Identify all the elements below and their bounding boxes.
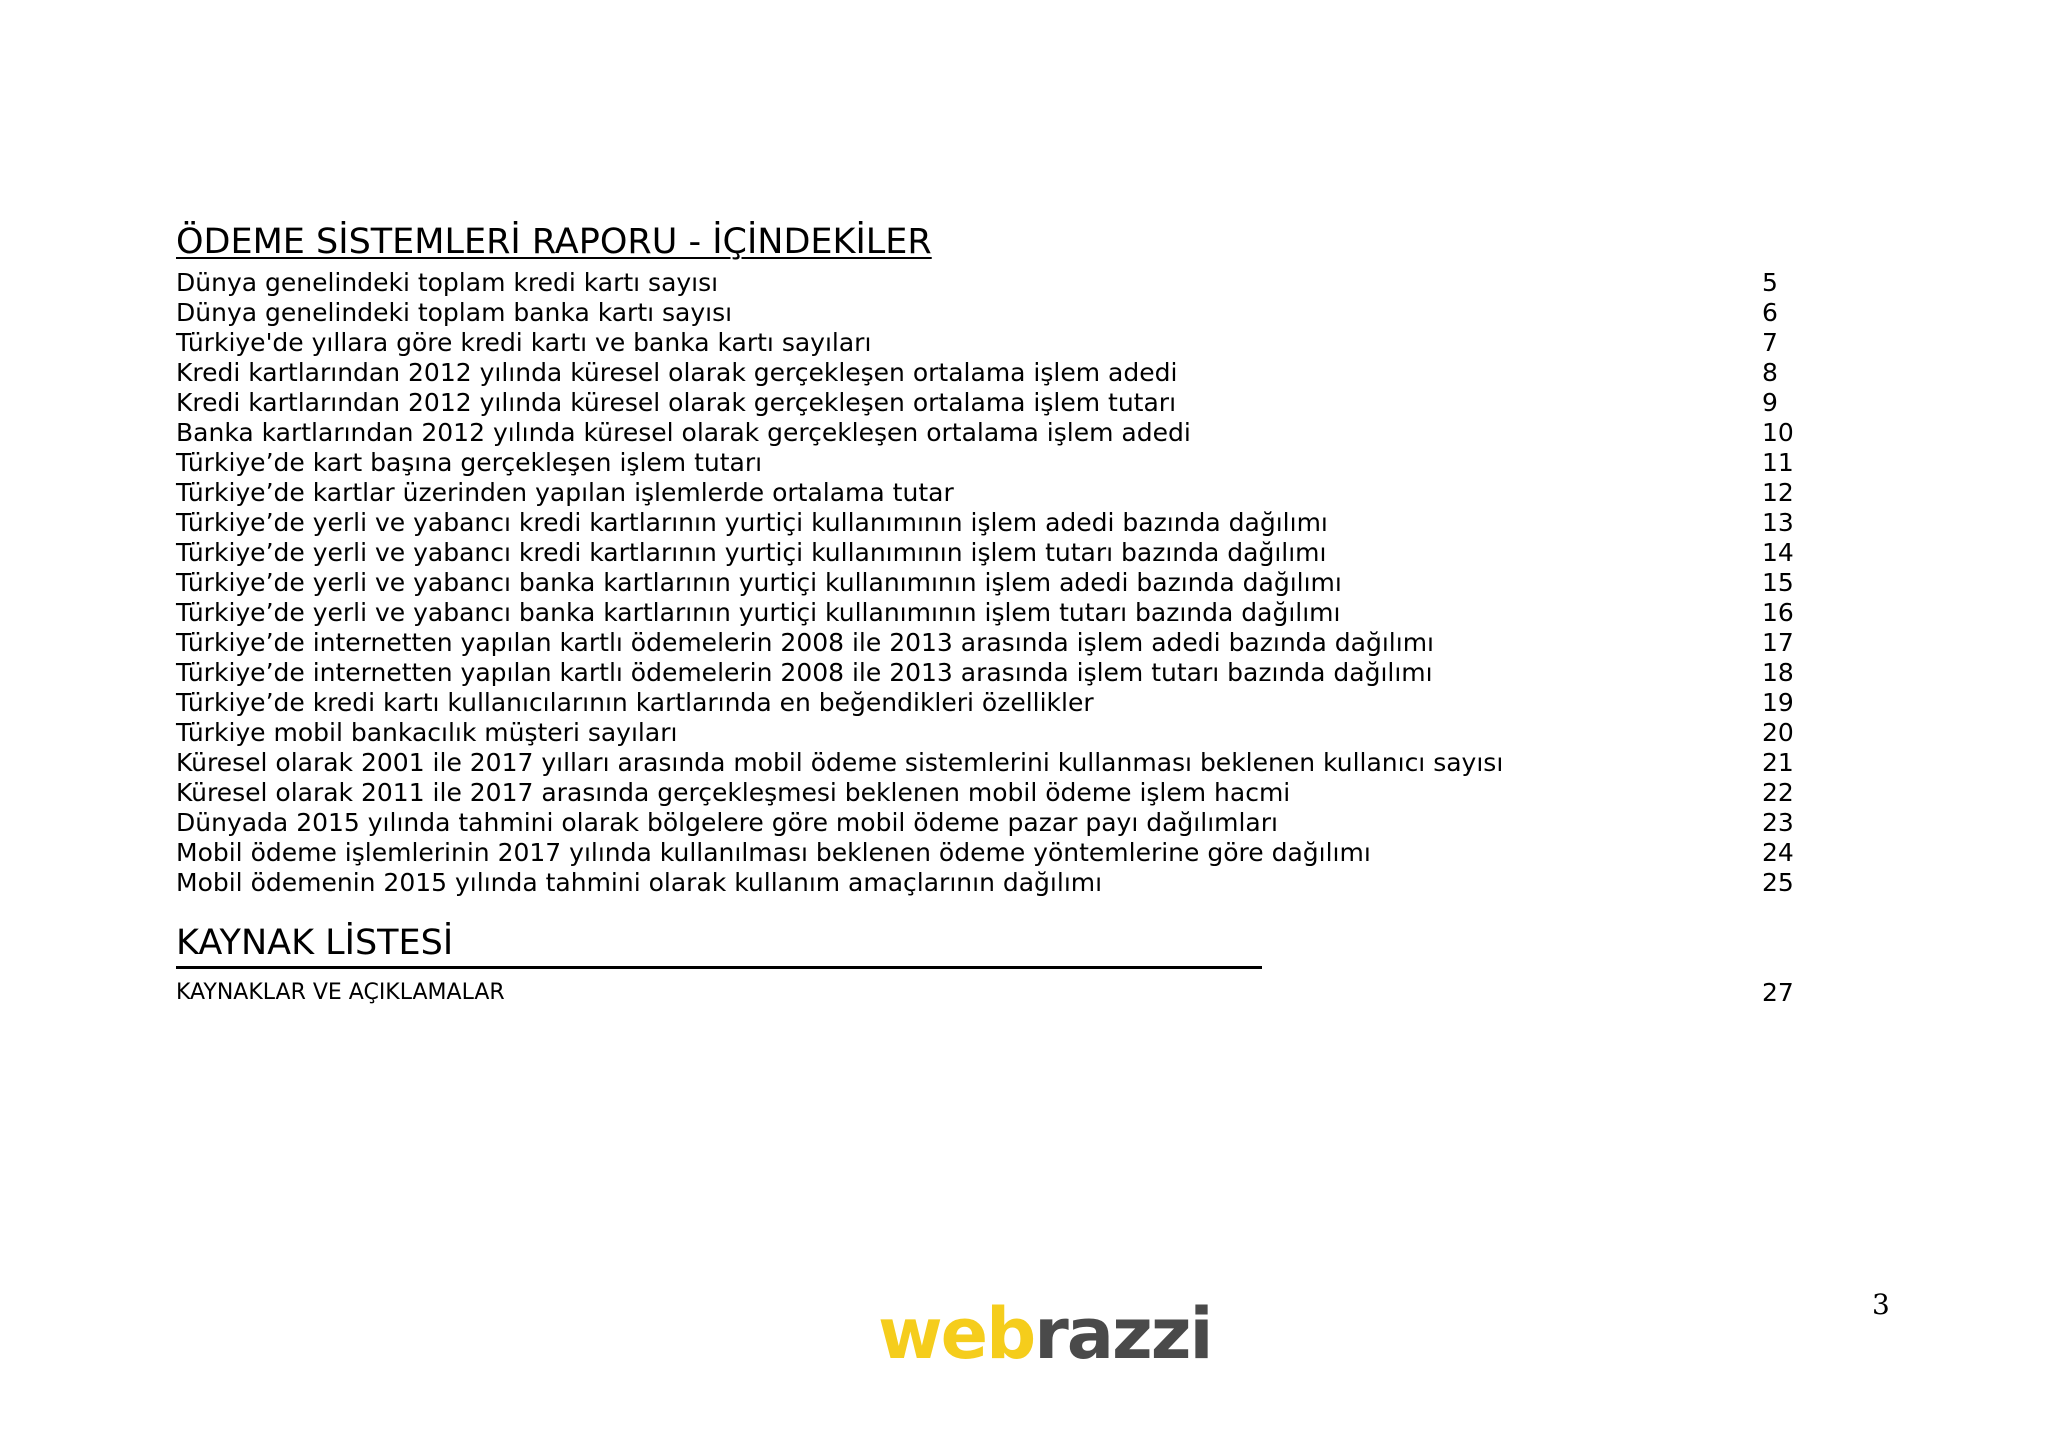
toc-entry-label: Banka kartlarından 2012 yılında küresel olarak gerçekleşen ortalama işlem adedi	[176, 418, 1191, 447]
toc-entry-page: 21	[1762, 748, 1794, 777]
toc-entry-label: Türkiye’de yerli ve yabancı banka kartlarının yurtiçi kullanımının işlem tutarı bazında dağılımı	[176, 598, 1341, 627]
toc-entry-label: Türkiye’de internetten yapılan kartlı ödemelerin 2008 ile 2013 arasında işlem tutarı bazında dağılımı	[176, 658, 1433, 687]
toc-entry-page: 20	[1762, 718, 1794, 747]
toc-list	[176, 268, 1796, 898]
toc-entry-page: 15	[1762, 568, 1794, 597]
toc-entry-page: 11	[1762, 448, 1794, 477]
toc-entry-page: 22	[1762, 778, 1794, 807]
toc-entry-label: Türkiye’de kartlar üzerinden yapılan işlemlerde ortalama tutar	[176, 478, 954, 507]
toc-entry	[176, 778, 1796, 808]
toc-entry-label: Türkiye’de yerli ve yabancı kredi kartlarının yurtiçi kullanımının işlem tutarı bazında dağılımı	[176, 538, 1327, 567]
source-entry	[176, 978, 1796, 1008]
toc-entry-page: 6	[1762, 298, 1778, 327]
toc-entry-label: Küresel olarak 2011 ile 2017 arasında gerçekleşmesi beklenen mobil ödeme işlem hacmi	[176, 778, 1291, 807]
toc-entry	[176, 688, 1796, 718]
toc-entry-page: 19	[1762, 688, 1794, 717]
source-entry-label: KAYNAKLAR VE AÇIKLAMALAR	[176, 980, 505, 1005]
toc-entry	[176, 838, 1796, 868]
logo-text-web: web	[878, 1293, 1035, 1375]
toc-entry	[176, 628, 1796, 658]
toc-entry	[176, 328, 1796, 358]
toc-entry-page: 9	[1762, 388, 1778, 417]
webrazzi-logo	[878, 1292, 1212, 1376]
toc-entry	[176, 718, 1796, 748]
toc-entry-page: 14	[1762, 538, 1794, 567]
toc-entry-page: 17	[1762, 628, 1794, 657]
toc-entry-label: Türkiye’de yerli ve yabancı kredi kartlarının yurtiçi kullanımının işlem adedi bazında dağılımı	[176, 508, 1328, 537]
toc-entry	[176, 568, 1796, 598]
toc-entry-label: Dünya genelindeki toplam banka kartı sayısı	[176, 298, 733, 327]
toc-entry-label: Mobil ödeme işlemlerinin 2017 yılında kullanılması beklenen ödeme yöntemlerine göre dağılımı	[176, 838, 1371, 867]
toc-entry-page: 16	[1762, 598, 1794, 627]
logo-text-razzi: razzi	[1034, 1293, 1212, 1375]
toc-entry-page: 10	[1762, 418, 1794, 447]
toc-entry	[176, 388, 1796, 418]
source-entry-page: 27	[1762, 978, 1794, 1007]
toc-entry	[176, 868, 1796, 898]
page-number: 3	[1872, 1288, 1890, 1321]
source-list-heading	[176, 920, 1262, 969]
toc-entry-label: Türkiye’de yerli ve yabancı banka kartlarının yurtiçi kullanımının işlem adedi bazında dağılımı	[176, 568, 1342, 597]
toc-entry-label: Türkiye’de kart başına gerçekleşen işlem tutarı	[176, 448, 763, 477]
toc-entry-label: Dünyada 2015 yılında tahmini olarak bölgelere göre mobil ödeme pazar payı dağılımları	[176, 808, 1278, 837]
toc-title: ÖDEME SİSTEMLERİ RAPORU - İÇİNDEKİLER	[176, 222, 932, 262]
toc-entry	[176, 298, 1796, 328]
toc-entry-page: 24	[1762, 838, 1794, 867]
toc-entry	[176, 808, 1796, 838]
source-list-title: KAYNAK LİSTESİ	[176, 923, 454, 963]
toc-entry-label: Dünya genelindeki toplam kredi kartı sayısı	[176, 268, 719, 297]
toc-entry-label: Kredi kartlarından 2012 yılında küresel olarak gerçekleşen ortalama işlem adedi	[176, 358, 1178, 387]
toc-entry-page: 7	[1762, 328, 1778, 357]
toc-entry-label: Kredi kartlarından 2012 yılında küresel olarak gerçekleşen ortalama işlem tutarı	[176, 388, 1177, 417]
toc-entry-page: 25	[1762, 868, 1794, 897]
toc-entry-page: 23	[1762, 808, 1794, 837]
toc-entry-label: Küresel olarak 2001 ile 2017 yılları arasında mobil ödeme sistemlerini kullanması beklenen kullanıcı sayısı	[176, 748, 1504, 777]
toc-entry-label: Mobil ödemenin 2015 yılında tahmini olarak kullanım amaçlarının dağılımı	[176, 868, 1103, 897]
toc-entry-page: 18	[1762, 658, 1794, 687]
toc-entry-label: Türkiye’de internetten yapılan kartlı ödemelerin 2008 ile 2013 arasında işlem adedi bazında dağılımı	[176, 628, 1434, 657]
toc-entry	[176, 478, 1796, 508]
toc-entry	[176, 538, 1796, 568]
toc-entry-label: Türkiye’de kredi kartı kullanıcılarının kartlarında en beğendikleri özellikler	[176, 688, 1094, 717]
toc-entry-page: 13	[1762, 508, 1794, 537]
toc-entry-page: 5	[1762, 268, 1778, 297]
toc-entry	[176, 358, 1796, 388]
toc-entry-page: 8	[1762, 358, 1778, 387]
toc-entry-label: Türkiye'de yıllara göre kredi kartı ve banka kartı sayıları	[176, 328, 872, 357]
toc-entry	[176, 598, 1796, 628]
toc-entry-page: 12	[1762, 478, 1794, 507]
toc-entry	[176, 658, 1796, 688]
toc-entry	[176, 748, 1796, 778]
toc-entry	[176, 268, 1796, 298]
toc-entry	[176, 448, 1796, 478]
toc-entry-label: Türkiye mobil bankacılık müşteri sayıları	[176, 718, 678, 747]
toc-entry	[176, 508, 1796, 538]
toc-entry	[176, 418, 1796, 448]
